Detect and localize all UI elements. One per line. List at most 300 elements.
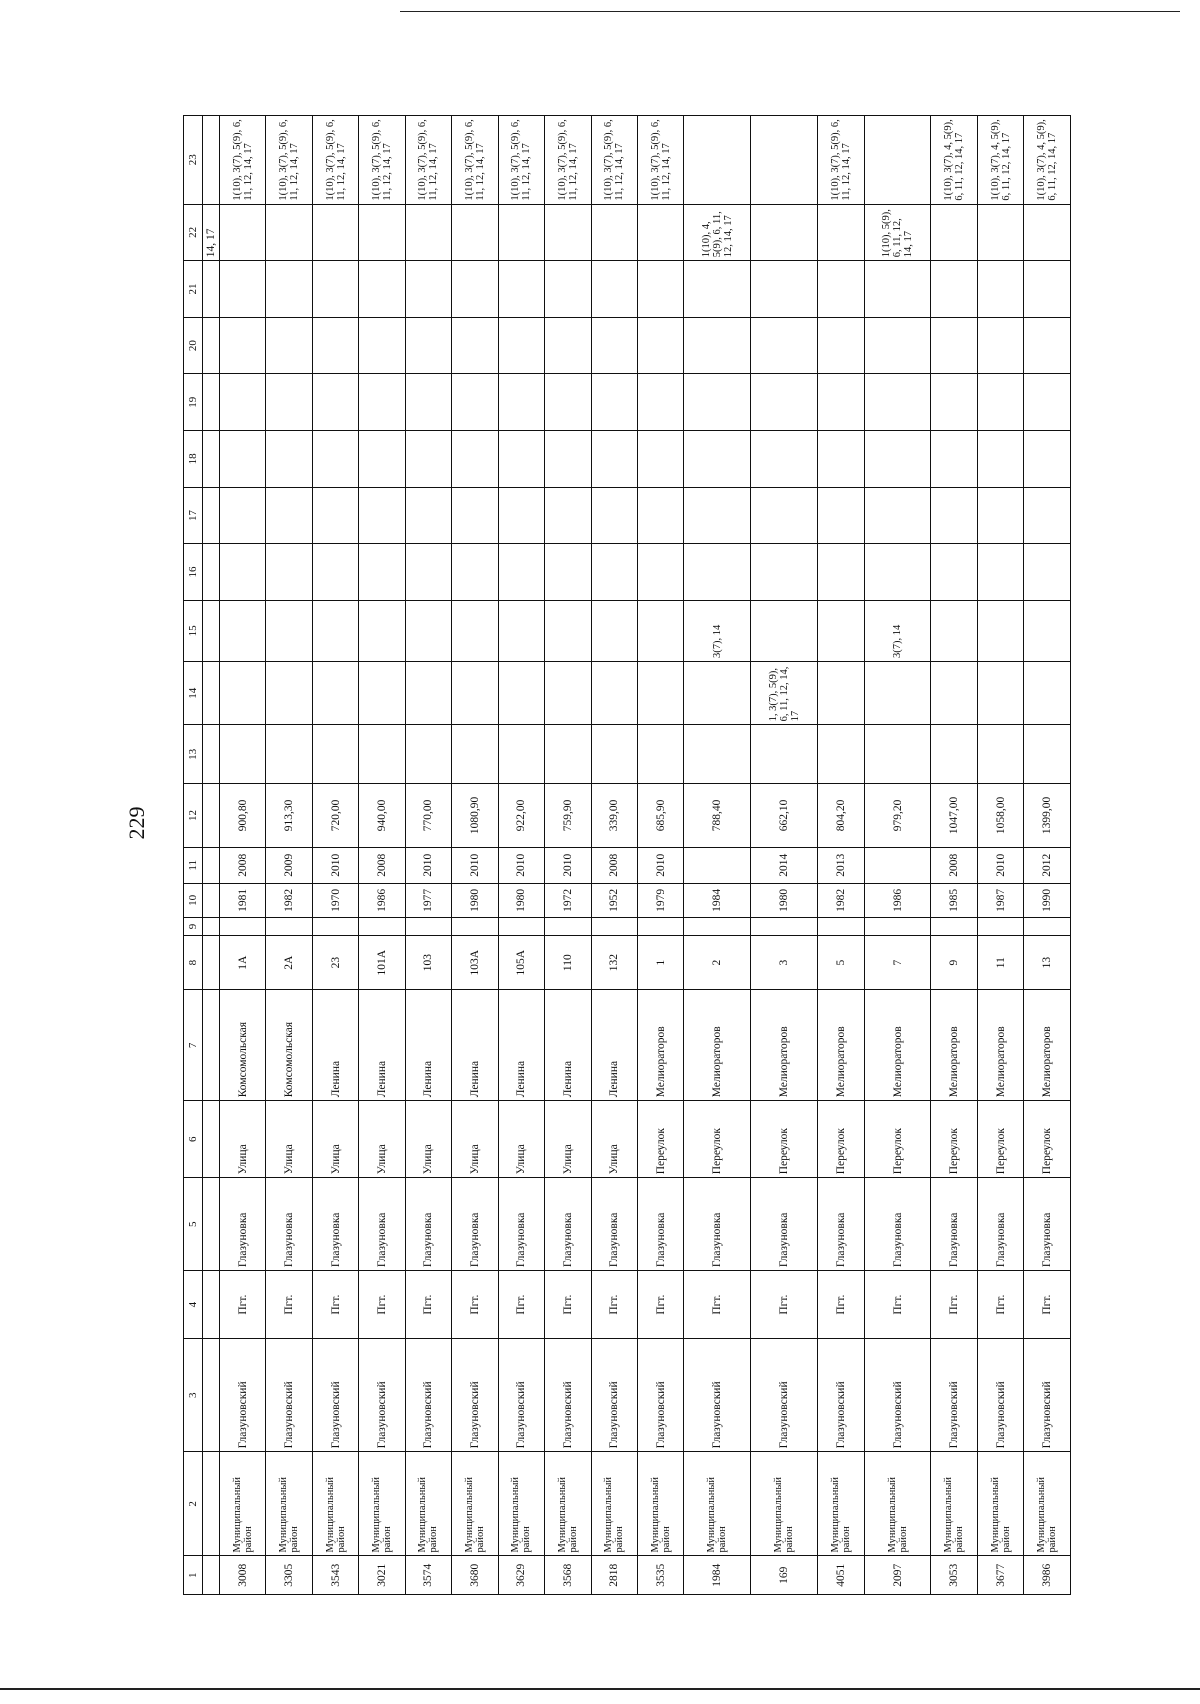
cell-col-15 [359, 600, 405, 661]
cell-col-23: 1(10), 3(7), 5(9), 6, 11, 12, 14, 17 [312, 116, 358, 205]
cell-col-14 [545, 661, 591, 724]
cell-col-16 [591, 544, 637, 601]
cell-col-10: 1986 [359, 883, 405, 917]
cell-col-9 [498, 917, 544, 935]
cell-col-21 [591, 261, 637, 318]
cell-col-14: 1, 3(7), 5(9), 6, 11, 12, 14, 17 [751, 661, 818, 724]
cell-col-17 [818, 487, 864, 544]
cell-col-4: Пгт. [977, 1271, 1023, 1339]
cell-col-20 [864, 317, 931, 374]
cell-col-21 [1024, 261, 1071, 318]
cell-col-18 [931, 431, 977, 488]
cell-col-1: 3021 [359, 1556, 405, 1595]
cell-col-3: Глазуновский [818, 1339, 864, 1452]
cell-col-17 [751, 487, 818, 544]
cell-col-2: Муниципальный район [452, 1452, 498, 1556]
column-header-5: 5 [184, 1178, 203, 1271]
cell-col-19 [220, 374, 266, 431]
cell-col-23: 1(10), 3(7), 5(9), 6, 11, 12, 14, 17 [545, 116, 591, 205]
cell-col-9 [931, 917, 977, 935]
cell-col-13 [359, 725, 405, 784]
cell-col-18 [751, 431, 818, 488]
cell-col-20 [684, 317, 751, 374]
table-row [359, 116, 405, 1595]
spacer-cell [203, 1271, 220, 1339]
cell-col-20 [931, 317, 977, 374]
cell-col-8: 105А [498, 935, 544, 989]
cell-col-23 [751, 116, 818, 205]
cell-col-6: Переулок [818, 1101, 864, 1178]
cell-col-6: Переулок [637, 1101, 683, 1178]
cell-col-6: Переулок [684, 1101, 751, 1178]
cell-col-7: Ленина [545, 990, 591, 1101]
spacer-cell [203, 116, 220, 205]
cell-col-23: 1(10), 3(7), 5(9), 6, 11, 12, 14, 17 [220, 116, 266, 205]
cell-col-22 [452, 204, 498, 261]
cell-col-9 [452, 917, 498, 935]
cell-col-16 [864, 544, 931, 601]
cell-col-9 [864, 917, 931, 935]
cell-col-6: Улица [591, 1101, 637, 1178]
cell-col-3: Глазуновский [1024, 1339, 1071, 1452]
cell-col-9 [312, 917, 358, 935]
cell-col-10: 1980 [751, 883, 818, 917]
scan-bottom-line [0, 1688, 1200, 1690]
cell-col-9 [359, 917, 405, 935]
cell-col-6: Улица [220, 1101, 266, 1178]
cell-col-10: 1972 [545, 883, 591, 917]
cell-col-3: Глазуновский [405, 1339, 451, 1452]
cell-col-20 [1024, 317, 1071, 374]
cell-col-14 [266, 661, 312, 724]
cell-col-7: Комсомольская [266, 990, 312, 1101]
cell-col-8: 110 [545, 935, 591, 989]
table-row [977, 116, 1023, 1595]
table-spacer-row [203, 116, 220, 1595]
cell-col-6: Переулок [931, 1101, 977, 1178]
cell-col-11: 2014 [751, 847, 818, 883]
cell-col-9 [266, 917, 312, 935]
cell-col-13 [977, 725, 1023, 784]
cell-col-6: Улица [266, 1101, 312, 1178]
cell-col-12: 979,20 [864, 784, 931, 847]
cell-col-5: Глазуновка [818, 1178, 864, 1271]
column-header-23: 23 [184, 116, 203, 205]
cell-col-7: Ленина [452, 990, 498, 1101]
cell-col-2: Муниципальный район [220, 1452, 266, 1556]
cell-col-5: Глазуновка [637, 1178, 683, 1271]
cell-col-1: 3535 [637, 1556, 683, 1595]
cell-col-13 [864, 725, 931, 784]
cell-col-15 [405, 600, 451, 661]
cell-col-16 [684, 544, 751, 601]
cell-col-23: 1(10), 3(7), 5(9), 6, 11, 12, 14, 17 [591, 116, 637, 205]
cell-col-4: Пгт. [498, 1271, 544, 1339]
column-header-15: 15 [184, 600, 203, 661]
cell-col-12: 662,10 [751, 784, 818, 847]
cell-col-6: Улица [452, 1101, 498, 1178]
cell-col-11: 2010 [312, 847, 358, 883]
cell-col-7: Мелиораторов [637, 990, 683, 1101]
cell-col-23: 1(10), 3(7), 5(9), 6, 11, 12, 14, 17 [266, 116, 312, 205]
cell-col-21 [498, 261, 544, 318]
cell-col-8: 101А [359, 935, 405, 989]
cell-col-22 [266, 204, 312, 261]
cell-col-21 [818, 261, 864, 318]
cell-col-4: Пгт. [405, 1271, 451, 1339]
cell-col-21 [220, 261, 266, 318]
cell-col-19 [977, 374, 1023, 431]
cell-col-16 [266, 544, 312, 601]
cell-col-21 [977, 261, 1023, 318]
cell-col-14 [452, 661, 498, 724]
cell-col-11: 2010 [452, 847, 498, 883]
cell-col-11: 2008 [359, 847, 405, 883]
column-header-12: 12 [184, 784, 203, 847]
column-header-11: 11 [184, 847, 203, 883]
cell-col-3: Глазуновский [637, 1339, 683, 1452]
cell-col-12: 1399,00 [1024, 784, 1071, 847]
column-header-8: 8 [184, 935, 203, 989]
cell-col-22 [1024, 204, 1071, 261]
cell-col-11: 2008 [220, 847, 266, 883]
spacer-cell [203, 990, 220, 1101]
cell-col-2: Муниципальный район [312, 1452, 358, 1556]
cell-col-17 [220, 487, 266, 544]
spacer-cell [203, 725, 220, 784]
cell-col-15 [931, 600, 977, 661]
cell-col-2: Муниципальный район [864, 1452, 931, 1556]
cell-col-6: Переулок [864, 1101, 931, 1178]
cell-col-9 [637, 917, 683, 935]
spacer-cell [203, 935, 220, 989]
spacer-cell [203, 600, 220, 661]
cell-col-4: Пгт. [266, 1271, 312, 1339]
cell-col-17 [405, 487, 451, 544]
cell-col-6: Улица [359, 1101, 405, 1178]
cell-col-2: Муниципальный район [751, 1452, 818, 1556]
cell-col-20 [405, 317, 451, 374]
cell-col-6: Переулок [977, 1101, 1023, 1178]
cell-col-7: Мелиораторов [818, 990, 864, 1101]
cell-col-17 [1024, 487, 1071, 544]
cell-col-10: 1970 [312, 883, 358, 917]
cell-col-17 [591, 487, 637, 544]
cell-col-8: 1А [220, 935, 266, 989]
cell-col-11: 2009 [266, 847, 312, 883]
cell-col-20 [359, 317, 405, 374]
cell-col-1: 3568 [545, 1556, 591, 1595]
cell-col-19 [498, 374, 544, 431]
cell-col-5: Глазуновка [405, 1178, 451, 1271]
cell-col-4: Пгт. [312, 1271, 358, 1339]
cell-col-19 [931, 374, 977, 431]
table-row [864, 116, 931, 1595]
cell-col-22 [545, 204, 591, 261]
cell-col-17 [266, 487, 312, 544]
table-row [591, 116, 637, 1595]
cell-col-13 [591, 725, 637, 784]
cell-col-16 [405, 544, 451, 601]
cell-col-1: 1984 [684, 1556, 751, 1595]
spacer-cell [203, 487, 220, 544]
cell-col-4: Пгт. [684, 1271, 751, 1339]
cell-col-6: Улица [312, 1101, 358, 1178]
cell-col-17 [545, 487, 591, 544]
cell-col-17 [977, 487, 1023, 544]
cell-col-11: 2013 [818, 847, 864, 883]
cell-col-11 [864, 847, 931, 883]
cell-col-12: 788,40 [684, 784, 751, 847]
cell-col-13 [545, 725, 591, 784]
cell-col-11: 2008 [931, 847, 977, 883]
cell-col-6: Улица [498, 1101, 544, 1178]
cell-col-3: Глазуновский [864, 1339, 931, 1452]
cell-col-1: 3053 [931, 1556, 977, 1595]
cell-col-4: Пгт. [751, 1271, 818, 1339]
cell-col-15 [591, 600, 637, 661]
cell-col-5: Глазуновка [452, 1178, 498, 1271]
cell-col-3: Глазуновский [359, 1339, 405, 1452]
cell-col-21 [864, 261, 931, 318]
table-row [818, 116, 864, 1595]
cell-col-1: 3629 [498, 1556, 544, 1595]
cell-col-1: 3680 [452, 1556, 498, 1595]
cell-col-23: 1(10), 3(7), 5(9), 6, 11, 12, 14, 17 [452, 116, 498, 205]
cell-col-9 [220, 917, 266, 935]
column-header-1: 1 [184, 1556, 203, 1595]
cell-col-4: Пгт. [359, 1271, 405, 1339]
column-header-22: 22 [184, 204, 203, 261]
table-row [266, 116, 312, 1595]
cell-col-15 [545, 600, 591, 661]
spacer-cell [203, 544, 220, 601]
cell-col-18 [637, 431, 683, 488]
cell-col-13 [498, 725, 544, 784]
cell-col-10: 1979 [637, 883, 683, 917]
cell-col-18 [818, 431, 864, 488]
cell-col-4: Пгт. [864, 1271, 931, 1339]
cell-col-3: Глазуновский [545, 1339, 591, 1452]
cell-col-10: 1952 [591, 883, 637, 917]
cell-col-12: 940,00 [359, 784, 405, 847]
cell-col-5: Глазуновка [591, 1178, 637, 1271]
cell-col-14 [405, 661, 451, 724]
cell-col-19 [545, 374, 591, 431]
cell-col-2: Муниципальный район [545, 1452, 591, 1556]
column-header-9: 9 [184, 917, 203, 935]
cell-col-20 [818, 317, 864, 374]
cell-col-18 [684, 431, 751, 488]
cell-col-21 [452, 261, 498, 318]
cell-col-17 [498, 487, 544, 544]
cell-col-8: 5 [818, 935, 864, 989]
spacer-cell [203, 1339, 220, 1452]
cell-col-21 [359, 261, 405, 318]
cell-col-13 [405, 725, 451, 784]
cell-col-22 [591, 204, 637, 261]
cell-col-8: 2А [266, 935, 312, 989]
cell-col-16 [751, 544, 818, 601]
cell-col-11: 2008 [591, 847, 637, 883]
spacer-cell [203, 917, 220, 935]
cell-col-7: Ленина [591, 990, 637, 1101]
cell-col-20 [266, 317, 312, 374]
column-header-3: 3 [184, 1339, 203, 1452]
cell-col-19 [405, 374, 451, 431]
spacer-cell [203, 374, 220, 431]
cell-col-13 [220, 725, 266, 784]
column-header-21: 21 [184, 261, 203, 318]
cell-col-20 [545, 317, 591, 374]
column-header-2: 2 [184, 1452, 203, 1556]
cell-col-5: Глазуновка [977, 1178, 1023, 1271]
column-header-6: 6 [184, 1101, 203, 1178]
cell-col-4: Пгт. [545, 1271, 591, 1339]
cell-col-5: Глазуновка [359, 1178, 405, 1271]
cell-col-11: 2010 [637, 847, 683, 883]
cell-col-23: 1(10), 3(7), 4, 5(9), 6, 11, 12, 14, 17 [1024, 116, 1071, 205]
cell-col-23: 1(10), 3(7), 5(9), 6, 11, 12, 14, 17 [498, 116, 544, 205]
cell-col-1: 3008 [220, 1556, 266, 1595]
spacer-cell: 14, 17 [203, 204, 220, 261]
spacer-cell [203, 847, 220, 883]
cell-col-14 [591, 661, 637, 724]
table-row [931, 116, 977, 1595]
spacer-cell [203, 883, 220, 917]
cell-col-19 [1024, 374, 1071, 431]
cell-col-12: 804,20 [818, 784, 864, 847]
cell-col-23: 1(10), 3(7), 5(9), 6, 11, 12, 14, 17 [818, 116, 864, 205]
cell-col-21 [684, 261, 751, 318]
spacer-cell [203, 661, 220, 724]
cell-col-1: 3305 [266, 1556, 312, 1595]
cell-col-3: Глазуновский [931, 1339, 977, 1452]
cell-col-4: Пгт. [591, 1271, 637, 1339]
cell-col-22 [312, 204, 358, 261]
cell-col-16 [818, 544, 864, 601]
column-header-14: 14 [184, 661, 203, 724]
cell-col-10: 1982 [818, 883, 864, 917]
column-header-19: 19 [184, 374, 203, 431]
cell-col-5: Глазуновка [312, 1178, 358, 1271]
cell-col-8: 7 [864, 935, 931, 989]
cell-col-20 [452, 317, 498, 374]
cell-col-10: 1987 [977, 883, 1023, 917]
cell-col-8: 13 [1024, 935, 1071, 989]
cell-col-17 [684, 487, 751, 544]
cell-col-10: 1980 [498, 883, 544, 917]
page-number: 229 [124, 806, 149, 840]
cell-col-3: Глазуновский [591, 1339, 637, 1452]
cell-col-1: 3986 [1024, 1556, 1071, 1595]
cell-col-21 [545, 261, 591, 318]
cell-col-2: Муниципальный район [405, 1452, 451, 1556]
cell-col-6: Улица [405, 1101, 451, 1178]
cell-col-16 [977, 544, 1023, 601]
cell-col-11: 2010 [977, 847, 1023, 883]
cell-col-15 [818, 600, 864, 661]
cell-col-6: Переулок [751, 1101, 818, 1178]
cell-col-1: 3574 [405, 1556, 451, 1595]
spacer-cell [203, 431, 220, 488]
table-body [203, 116, 1071, 1595]
cell-col-22 [751, 204, 818, 261]
cell-col-13 [312, 725, 358, 784]
table-row [545, 116, 591, 1595]
cell-col-8: 9 [931, 935, 977, 989]
table-row [312, 116, 358, 1595]
cell-col-12: 922,00 [498, 784, 544, 847]
cell-col-5: Глазуновка [1024, 1178, 1071, 1271]
cell-col-5: Глазуновка [931, 1178, 977, 1271]
cell-col-6: Переулок [1024, 1101, 1071, 1178]
cell-col-19 [312, 374, 358, 431]
cell-col-18 [1024, 431, 1071, 488]
cell-col-8: 11 [977, 935, 1023, 989]
column-header-4: 4 [184, 1271, 203, 1339]
cell-col-18 [452, 431, 498, 488]
cell-col-2: Муниципальный район [266, 1452, 312, 1556]
cell-col-19 [359, 374, 405, 431]
table-header-row [184, 116, 203, 1595]
cell-col-15 [266, 600, 312, 661]
cell-col-1: 3543 [312, 1556, 358, 1595]
cell-col-20 [751, 317, 818, 374]
cell-col-12: 759,90 [545, 784, 591, 847]
cell-col-6: Улица [545, 1101, 591, 1178]
cell-col-14 [684, 661, 751, 724]
cell-col-12: 913,30 [266, 784, 312, 847]
cell-col-1: 2097 [864, 1556, 931, 1595]
cell-col-7: Мелиораторов [977, 990, 1023, 1101]
cell-col-18 [266, 431, 312, 488]
cell-col-19 [864, 374, 931, 431]
column-header-10: 10 [184, 883, 203, 917]
cell-col-7: Мелиораторов [684, 990, 751, 1101]
cell-col-1: 3677 [977, 1556, 1023, 1595]
cell-col-16 [220, 544, 266, 601]
cell-col-7: Мелиораторов [1024, 990, 1071, 1101]
cell-col-22 [818, 204, 864, 261]
cell-col-2: Муниципальный район [684, 1452, 751, 1556]
cell-col-12: 1080,90 [452, 784, 498, 847]
cell-col-2: Муниципальный район [1024, 1452, 1071, 1556]
cell-col-8: 103 [405, 935, 451, 989]
cell-col-18 [545, 431, 591, 488]
cell-col-23: 1(10), 3(7), 4, 5(9), 6, 11, 12, 14, 17 [977, 116, 1023, 205]
column-header-13: 13 [184, 725, 203, 784]
cell-col-11 [684, 847, 751, 883]
cell-col-21 [312, 261, 358, 318]
cell-col-4: Пгт. [818, 1271, 864, 1339]
data-table [183, 115, 1071, 1595]
cell-col-18 [977, 431, 1023, 488]
cell-col-15 [751, 600, 818, 661]
scan-top-line [400, 11, 1180, 12]
cell-col-15: 3(7), 14 [684, 600, 751, 661]
cell-col-17 [864, 487, 931, 544]
cell-col-22: 1(10), 5(9), 6, 11, 12, 14, 17 [864, 204, 931, 261]
cell-col-21 [637, 261, 683, 318]
cell-col-14 [637, 661, 683, 724]
cell-col-19 [452, 374, 498, 431]
cell-col-23 [684, 116, 751, 205]
cell-col-16 [312, 544, 358, 601]
cell-col-5: Глазуновка [684, 1178, 751, 1271]
cell-col-3: Глазуновский [220, 1339, 266, 1452]
cell-col-16 [931, 544, 977, 601]
